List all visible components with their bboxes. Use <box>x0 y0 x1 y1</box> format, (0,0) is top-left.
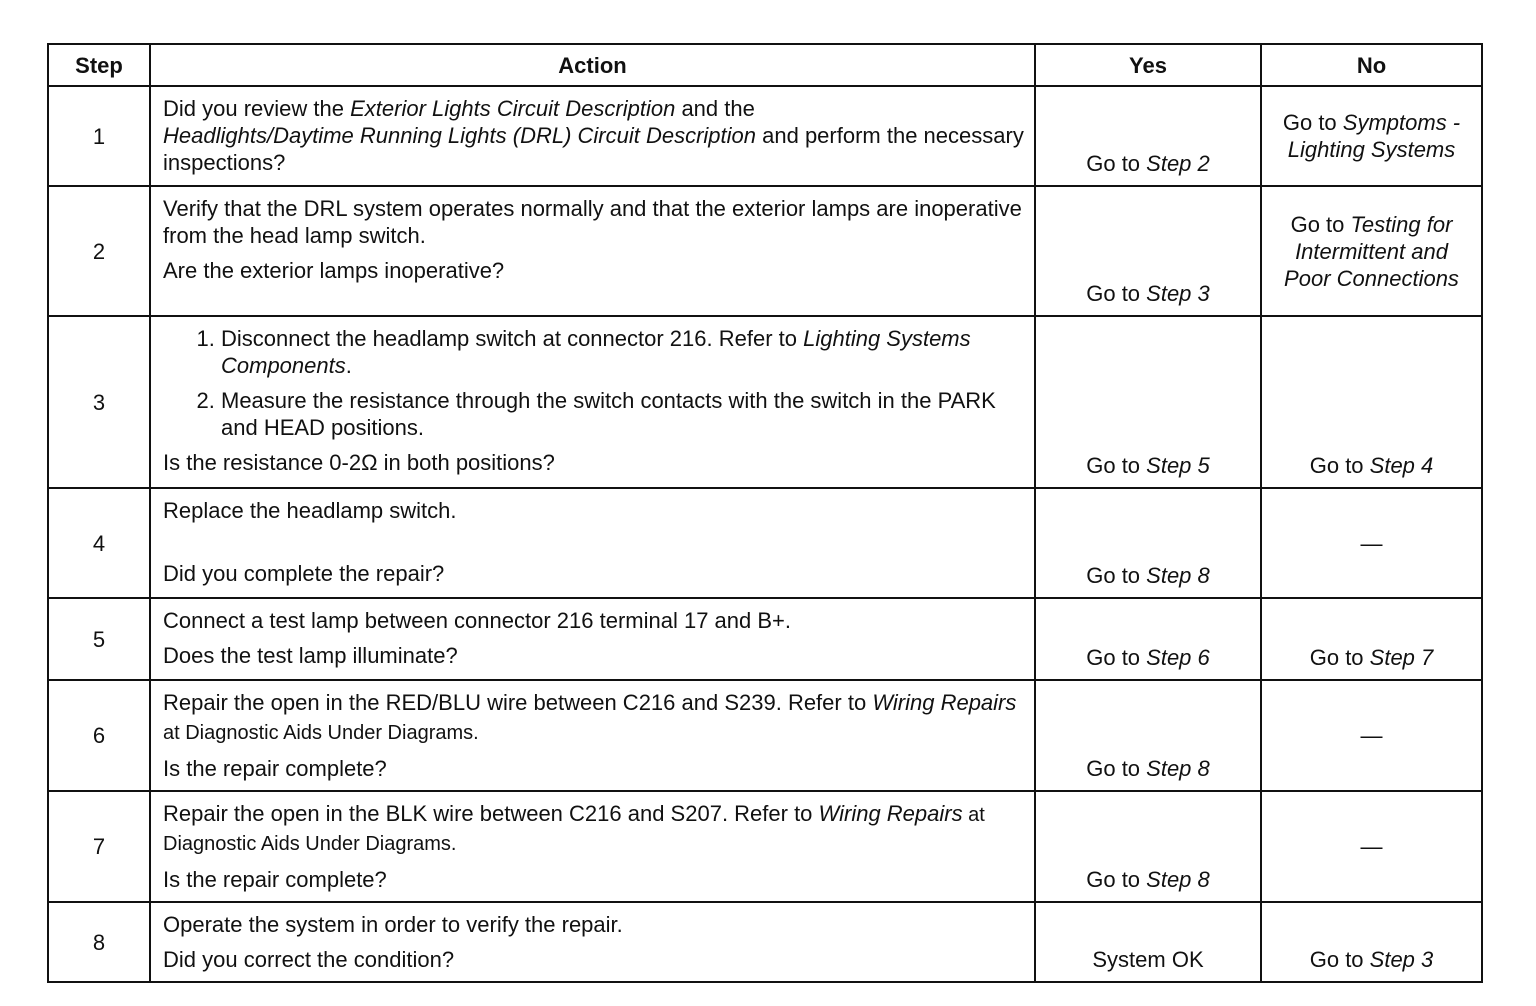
action-text: Replace the headlamp switch. <box>163 498 457 523</box>
table-row <box>48 902 1482 982</box>
no-cell: Go to Step 4 <box>1261 316 1482 488</box>
yes-cell: Go to Step 8 <box>1035 488 1261 598</box>
yes-step-link[interactable]: Step 6 <box>1146 645 1210 670</box>
no-dash: — <box>1360 723 1383 748</box>
yes-cell: Go to Step 2 <box>1035 86 1261 186</box>
action-question: Did you correct the condition? <box>163 947 455 972</box>
header-yes: Yes <box>1035 44 1261 86</box>
system-ok-text: System OK <box>1092 947 1204 972</box>
yes-cell: Go to Step 8 <box>1035 791 1261 902</box>
step-number: 5 <box>48 598 150 680</box>
action-cell <box>150 598 1035 680</box>
list-item: 1. Disconnect the headlamp switch at connector 216. Refer to Lighting Systems Components. <box>221 325 1024 379</box>
header-action: Action <box>150 44 1035 86</box>
no-dash: — <box>1360 530 1383 556</box>
diagnostic-table <box>47 43 1483 983</box>
no-cell: Go to Step 3 <box>1261 902 1482 982</box>
list-item: 2. Measure the resistance through the switch contacts with the switch in the PARK and HEAD positions. <box>221 387 1024 441</box>
no-step-link[interactable]: Step 7 <box>1369 645 1434 670</box>
action-cell <box>150 902 1035 982</box>
action-text: Verify that the DRL system operates normally and that the exterior lamps are inoperative from the head lamp switch. <box>163 196 1022 248</box>
step-number: 7 <box>48 791 150 902</box>
action-cell <box>150 316 1035 488</box>
table-row <box>48 791 1482 902</box>
table-row <box>48 86 1482 186</box>
action-question: Are the exterior lamps inoperative? <box>163 258 505 283</box>
action-cell <box>150 791 1035 902</box>
action-cell <box>150 186 1035 316</box>
yes-cell: Go to Step 3 <box>1035 186 1261 316</box>
no-dash: — <box>1360 834 1383 859</box>
action-text: Repair the open in the RED/BLU wire between C216 and S239. Refer to Wiring Repairs at Diagnostic Aids Under Diagrams. <box>163 690 1017 744</box>
step-number: 8 <box>48 902 150 982</box>
step-number: 6 <box>48 680 150 791</box>
header-no: No <box>1261 44 1482 86</box>
header-step: Step <box>48 44 150 86</box>
yes-step-link[interactable]: Step 8 <box>1146 563 1210 588</box>
yes-cell <box>1035 902 1261 982</box>
action-question: Is the repair complete? <box>163 756 387 781</box>
step-number: 4 <box>48 488 150 598</box>
yes-cell: Go to Step 6 <box>1035 598 1261 680</box>
action-steps-list <box>163 325 1024 441</box>
table-row <box>48 598 1482 680</box>
action-text: Operate the system in order to verify the repair. <box>163 912 623 937</box>
action-text: Repair the open in the BLK wire between C216 and S207. Refer to Wiring Repairs at Diagnostic Aids Under Diagrams. <box>163 801 985 855</box>
yes-cell: Go to Step 5 <box>1035 316 1261 488</box>
no-step-link[interactable]: Step 4 <box>1369 453 1434 478</box>
no-cell: Go to Step 7 <box>1261 598 1482 680</box>
yes-step-link[interactable]: Step 3 <box>1146 281 1210 306</box>
no-cell <box>1261 791 1482 902</box>
no-cell: Go to Testing for Intermittent and Poor Connections <box>1261 186 1482 316</box>
action-cell <box>150 680 1035 791</box>
table-row <box>48 680 1482 791</box>
action-text: Connect a test lamp between connector 216 terminal 17 and B+. <box>163 608 791 633</box>
yes-step-link[interactable]: Step 2 <box>1146 151 1210 176</box>
table-row <box>48 488 1482 598</box>
table-row <box>48 316 1482 488</box>
action-cell <box>150 86 1035 186</box>
action-question: Is the resistance 0-2Ω in both positions? <box>163 450 555 475</box>
no-step-link[interactable]: Symptoms - Lighting Systems <box>1287 110 1461 162</box>
no-step-link[interactable]: Step 3 <box>1369 947 1434 972</box>
yes-step-link[interactable]: Step 8 <box>1146 867 1210 892</box>
step-number: 1 <box>48 86 150 186</box>
no-cell <box>1261 680 1482 791</box>
no-cell: Go to Symptoms - Lighting Systems <box>1261 86 1482 186</box>
yes-step-link[interactable]: Step 8 <box>1146 756 1210 781</box>
action-question: Does the test lamp illuminate? <box>163 643 458 668</box>
table-row <box>48 186 1482 316</box>
action-question: Did you complete the repair? <box>163 561 445 586</box>
step-number: 3 <box>48 316 150 488</box>
action-cell <box>150 488 1035 598</box>
yes-cell: Go to Step 8 <box>1035 680 1261 791</box>
yes-step-link[interactable]: Step 5 <box>1146 453 1210 478</box>
action-question: Is the repair complete? <box>163 867 387 892</box>
action-text: Did you review the Exterior Lights Circuit Description and the Headlights/Daytime Running Lights (DRL) Circuit Description and perform the necessary inspections? <box>163 96 1024 175</box>
no-cell <box>1261 488 1482 598</box>
header-row <box>48 44 1482 86</box>
step-number: 2 <box>48 186 150 316</box>
no-step-link[interactable]: Testing for Intermittent and Poor Connections <box>1284 211 1459 291</box>
